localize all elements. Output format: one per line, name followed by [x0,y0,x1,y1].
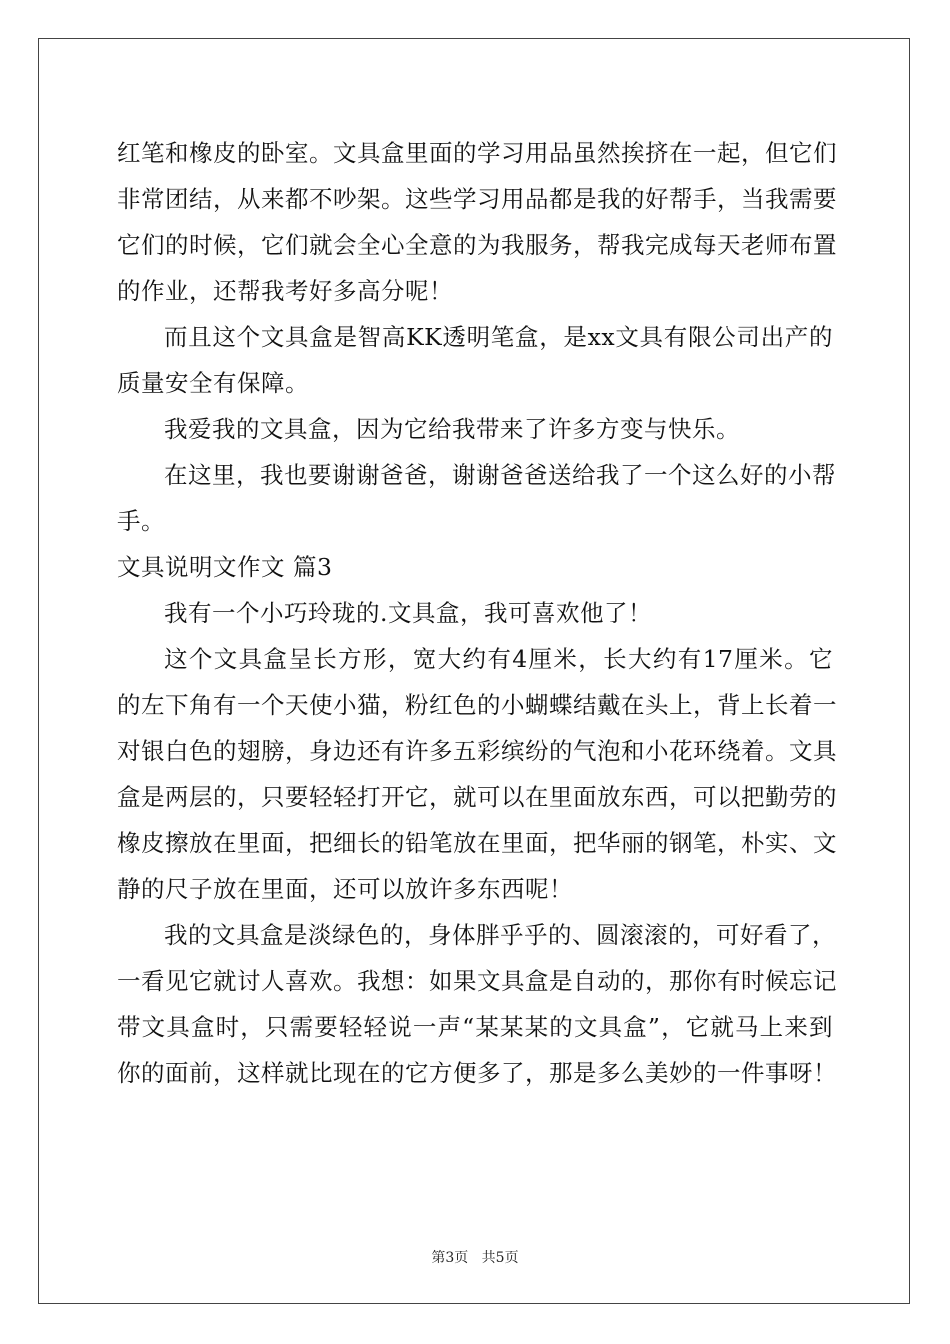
text-line: 的左下角有一个天使小猫，粉红色的小蝴蝶结戴在头上，背上长着一 [117,691,837,719]
text-line: 这个文具盒呈长方形，宽大约有4厘米，长大约有17厘米。它 [164,645,833,673]
section-heading: 文具说明文作文 篇3 [117,553,333,581]
text-line: 你的面前，这样就比现在的它方便多了，那是多么美妙的一件事呀！ [117,1059,837,1087]
text-line: 橡皮擦放在里面，把细长的铅笔放在里面，把华丽的钢笔，朴实、文 [117,829,837,857]
text-line: 我的文具盒是淡绿色的，身体胖乎乎的、圆滚滚的，可好看了， [164,921,836,949]
document-body [117,130,837,1096]
text-line: 在这里，我也要谢谢爸爸，谢谢爸爸送给我了一个这么好的小帮 [164,461,836,489]
page-footer [0,1248,950,1268]
text-line: 而且这个文具盒是智高KK透明笔盒，是xx文具有限公司出产的 [164,323,833,351]
text-line: 盒是两层的，只要轻轻打开它，就可以在里面放东西，可以把勤劳的 [117,783,837,811]
text-line: 的作业，还帮我考好多高分呢！ [117,277,453,305]
text-line: 一看见它就讨人喜欢。我想：如果文具盒是自动的，那你有时候忘记 [117,967,837,995]
text-line: 我有一个小巧玲珑的.文具盒，我可喜欢他了！ [164,599,652,627]
text-line: 带文具盒时，只需要轻轻说一声“某某某的文具盒”，它就马上来到 [117,1013,833,1041]
page-total: 共5页 [481,1250,519,1266]
text-line: 质量安全有保障。 [117,369,309,397]
text-line: 它们的时候，它们就会全心全意的为我服务，帮我完成每天老师布置 [117,231,837,259]
text-line: 红笔和橡皮的卧室。文具盒里面的学习用品虽然挨挤在一起，但它们 [117,139,837,167]
text-line: 手。 [117,507,165,535]
text-line: 静的尺子放在里面，还可以放许多东西呢！ [117,875,573,903]
text-line: 非常团结，从来都不吵架。这些学习用品都是我的好帮手，当我需要 [117,185,837,213]
text-line: 对银白色的翅膀，身边还有许多五彩缤纷的气泡和小花环绕着。文具 [117,737,837,765]
page-number: 第3页 [431,1250,469,1266]
text-line: 我爱我的文具盒，因为它给我带来了许多方变与快乐。 [164,415,740,443]
